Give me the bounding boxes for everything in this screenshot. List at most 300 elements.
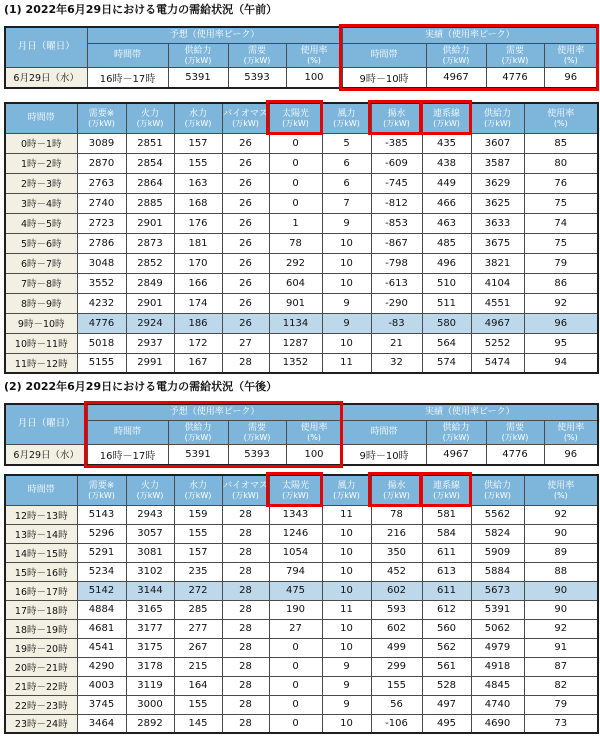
- hourly-row: [5, 153, 598, 173]
- hourly-value-cell: 7: [322, 193, 371, 213]
- hourly-time-cell: 20時－21時: [5, 657, 77, 676]
- hourly-value-cell: 580: [422, 313, 471, 333]
- hourly-row: [5, 505, 598, 524]
- hourly-value-cell: 1343: [269, 505, 322, 524]
- hourly-col-header: 水力 (万kW): [174, 103, 222, 133]
- hourly-row: [5, 676, 598, 695]
- hourly-value-cell: 26: [222, 273, 269, 293]
- hourly-value-cell: 56: [371, 695, 422, 714]
- hourly-value-cell: 172: [174, 333, 222, 353]
- hourly-value-cell: 4967: [471, 313, 524, 333]
- hourly-value-cell: 26: [222, 233, 269, 253]
- hourly-time-cell: 9時－10時: [5, 313, 77, 333]
- summary-forecast-value: 100: [286, 67, 342, 88]
- hourly-value-cell: 157: [174, 133, 222, 153]
- hourly-value-cell: 3675: [471, 233, 524, 253]
- hourly-value-cell: 0: [269, 714, 322, 733]
- col-unit: (%): [307, 55, 321, 65]
- hourly-value-cell: 28: [222, 581, 269, 600]
- hourly-value-cell: 4884: [77, 600, 126, 619]
- hourly-value-cell: 0: [269, 695, 322, 714]
- hourly-value-cell: 26: [222, 313, 269, 333]
- hourly-value-cell: 27: [269, 619, 322, 638]
- summary-forecast-value: 5393: [228, 444, 286, 465]
- hourly-col-header: バイオマス (万kW): [222, 103, 269, 133]
- summary-sub-header: 供給力 (万kW): [168, 43, 228, 67]
- hourly-value-cell: 5562: [471, 505, 524, 524]
- hourly-value-cell: 581: [422, 505, 471, 524]
- hourly-value-cell: 88: [524, 562, 598, 581]
- hourly-value-cell: 10: [322, 333, 371, 353]
- col-unit: (万kW): [243, 55, 271, 65]
- hourly-value-cell: 90: [524, 600, 598, 619]
- hourly-value-cell: 26: [222, 153, 269, 173]
- hourly-value-cell: 466: [422, 193, 471, 213]
- hourly-value-cell: 4681: [77, 619, 126, 638]
- hourly-time-cell: 12時－13時: [5, 505, 77, 524]
- hourly-value-cell: 164: [174, 676, 222, 695]
- hourly-value-cell: 157: [174, 543, 222, 562]
- hourly-value-cell: 10: [322, 233, 371, 253]
- hourly-value-cell: -867: [371, 233, 422, 253]
- hourly-row: [5, 333, 598, 353]
- hourly-value-cell: 78: [269, 233, 322, 253]
- hourly-value-cell: 3629: [471, 173, 524, 193]
- hourly-value-cell: 28: [222, 676, 269, 695]
- hourly-value-cell: 299: [371, 657, 422, 676]
- hourly-value-cell: 11: [322, 353, 371, 373]
- summary-sub-header: 需要 (万kW): [486, 420, 544, 444]
- hourly-value-cell: 3144: [126, 581, 174, 600]
- hourly-value-cell: 449: [422, 173, 471, 193]
- section-title-morning: (1) 2022年6月29日における電力の需給状況（午前）: [4, 3, 278, 16]
- hourly-table-wrap-morning: [4, 102, 597, 374]
- hourly-value-cell: 2885: [126, 193, 174, 213]
- hourly-time-cell: 15時－16時: [5, 562, 77, 581]
- hourly-value-cell: 75: [524, 233, 598, 253]
- hourly-value-cell: 26: [222, 293, 269, 313]
- hourly-value-cell: 28: [222, 505, 269, 524]
- hourly-value-cell: 155: [174, 695, 222, 714]
- hourly-value-cell: 3048: [77, 253, 126, 273]
- hourly-value-cell: 1352: [269, 353, 322, 373]
- hourly-col-header: 連系線 (万kW): [422, 103, 471, 133]
- hourly-value-cell: 28: [222, 562, 269, 581]
- hourly-row: [5, 173, 598, 193]
- hourly-time-cell: 17時－18時: [5, 600, 77, 619]
- hourly-value-cell: 26: [222, 173, 269, 193]
- spacer: [4, 466, 597, 474]
- hourly-value-cell: 3177: [126, 619, 174, 638]
- hourly-value-cell: 0: [269, 638, 322, 657]
- hourly-value-cell: 6: [322, 173, 371, 193]
- col-unit: (万kW): [501, 55, 529, 65]
- hourly-value-cell: 2763: [77, 173, 126, 193]
- col-unit: (%): [563, 432, 578, 442]
- hourly-value-cell: 74: [524, 213, 598, 233]
- hourly-row: [5, 638, 598, 657]
- hourly-value-cell: 613: [422, 562, 471, 581]
- hourly-value-cell: 1287: [269, 333, 322, 353]
- hourly-value-cell: 560: [422, 619, 471, 638]
- hourly-row: [5, 293, 598, 313]
- hourly-value-cell: 4551: [471, 293, 524, 313]
- hourly-row: [5, 543, 598, 562]
- hourly-value-cell: 0: [269, 153, 322, 173]
- hourly-row: [5, 619, 598, 638]
- hourly-value-cell: 5296: [77, 524, 126, 543]
- hourly-value-cell: 602: [371, 619, 422, 638]
- hourly-time-cell: 3時－4時: [5, 193, 77, 213]
- hourly-value-cell: 170: [174, 253, 222, 273]
- col-unit: (万kW): [282, 118, 309, 128]
- hourly-value-cell: 611: [422, 581, 471, 600]
- hourly-value-cell: 145: [174, 714, 222, 733]
- hourly-value-cell: 5143: [77, 505, 126, 524]
- hourly-row: [5, 524, 598, 543]
- hourly-value-cell: 82: [524, 676, 598, 695]
- hourly-value-cell: 26: [222, 253, 269, 273]
- hourly-time-cell: 14時－15時: [5, 543, 77, 562]
- hourly-value-cell: 4918: [471, 657, 524, 676]
- col-unit: (万kW): [383, 118, 410, 128]
- summary-sub-header: 使用率 (%): [544, 43, 598, 67]
- col-unit: (%): [307, 432, 321, 442]
- hourly-value-cell: -609: [371, 153, 422, 173]
- summary-actual-value: 9時－10時: [342, 444, 426, 465]
- hourly-value-cell: 11: [322, 505, 371, 524]
- hourly-value-cell: 593: [371, 600, 422, 619]
- hourly-table-afternoon: [4, 474, 599, 734]
- hourly-value-cell: 3102: [126, 562, 174, 581]
- hourly-value-cell: 1246: [269, 524, 322, 543]
- summary-corner-header: 月日（曜日）: [5, 27, 87, 67]
- col-unit: (万kW): [88, 118, 115, 128]
- hourly-time-cell: 1時－2時: [5, 153, 77, 173]
- col-unit: (万kW): [442, 432, 470, 442]
- hourly-col-header: 揚水 (万kW): [371, 103, 422, 133]
- hourly-value-cell: 3745: [77, 695, 126, 714]
- summary-actual-value: 96: [544, 67, 598, 88]
- hourly-value-cell: 155: [174, 524, 222, 543]
- hourly-value-cell: 3821: [471, 253, 524, 273]
- hourly-value-cell: 9: [322, 657, 371, 676]
- hourly-col-header: 火力 (万kW): [126, 475, 174, 505]
- hourly-value-cell: 463: [422, 213, 471, 233]
- hourly-value-cell: 166: [174, 273, 222, 293]
- hourly-value-cell: 2740: [77, 193, 126, 213]
- hourly-value-cell: 11: [322, 600, 371, 619]
- hourly-value-cell: 564: [422, 333, 471, 353]
- hourly-row: [5, 562, 598, 581]
- hourly-time-cell: 22時－23時: [5, 695, 77, 714]
- hourly-value-cell: 435: [422, 133, 471, 153]
- hourly-time-cell: 23時－24時: [5, 714, 77, 733]
- hourly-value-cell: 10: [322, 273, 371, 293]
- hourly-value-cell: 95: [524, 333, 598, 353]
- hourly-value-cell: 27: [222, 333, 269, 353]
- hourly-value-cell: 794: [269, 562, 322, 581]
- hourly-col-header: 供給力 (万kW): [471, 103, 524, 133]
- hourly-col-header: 水力 (万kW): [174, 475, 222, 505]
- hourly-value-cell: 2892: [126, 714, 174, 733]
- hourly-value-cell: 901: [269, 293, 322, 313]
- summary-actual-value: 4776: [486, 444, 544, 465]
- summary-forecast-value: 16時－17時: [87, 67, 168, 88]
- hourly-time-cell: 0時－1時: [5, 133, 77, 153]
- col-unit: (万kW): [184, 490, 212, 500]
- hourly-value-cell: 96: [524, 313, 598, 333]
- hourly-value-cell: 190: [269, 600, 322, 619]
- hourly-value-cell: 5391: [471, 600, 524, 619]
- hourly-value-cell: 168: [174, 193, 222, 213]
- summary-table-afternoon: [4, 403, 599, 466]
- col-unit: (万kW): [433, 490, 460, 500]
- summary-sub-header: 使用率 (%): [544, 420, 598, 444]
- hourly-value-cell: 28: [222, 353, 269, 373]
- hourly-value-cell: 3057: [126, 524, 174, 543]
- hourly-value-cell: -106: [371, 714, 422, 733]
- hourly-value-cell: 2786: [77, 233, 126, 253]
- hourly-value-cell: 90: [524, 581, 598, 600]
- hourly-value-cell: 9: [322, 695, 371, 714]
- hourly-value-cell: 0: [269, 173, 322, 193]
- summary-actual-value: 4967: [426, 67, 486, 88]
- summary-actual-value: 9時－10時: [342, 67, 426, 88]
- hourly-value-cell: 3587: [471, 153, 524, 173]
- hourly-value-cell: -385: [371, 133, 422, 153]
- hourly-value-cell: 510: [422, 273, 471, 293]
- hourly-value-cell: 4740: [471, 695, 524, 714]
- hourly-value-cell: -853: [371, 213, 422, 233]
- summary-sub-header: 供給力 (万kW): [168, 420, 228, 444]
- hourly-value-cell: 562: [422, 638, 471, 657]
- hourly-value-cell: 277: [174, 619, 222, 638]
- col-unit: (%): [563, 55, 578, 65]
- summary-sub-header: 需要 (万kW): [228, 420, 286, 444]
- col-unit: (万kW): [333, 118, 360, 128]
- hourly-value-cell: 28: [222, 524, 269, 543]
- hourly-value-cell: 2849: [126, 273, 174, 293]
- hourly-value-cell: 2852: [126, 253, 174, 273]
- hourly-value-cell: 612: [422, 600, 471, 619]
- hourly-value-cell: 499: [371, 638, 422, 657]
- hourly-value-cell: 5909: [471, 543, 524, 562]
- summary-sub-header: 時間帯: [87, 420, 168, 444]
- summary-table-wrap-morning: [4, 26, 597, 89]
- col-unit: (万kW): [501, 432, 529, 442]
- hourly-table-morning: [4, 102, 599, 374]
- hourly-row: [5, 273, 598, 293]
- hourly-value-cell: 495: [422, 714, 471, 733]
- hourly-value-cell: 75: [524, 193, 598, 213]
- col-unit: (%): [553, 490, 568, 500]
- hourly-table-wrap-afternoon: [4, 474, 597, 734]
- hourly-value-cell: 9: [322, 676, 371, 695]
- hourly-value-cell: 574: [422, 353, 471, 373]
- hourly-value-cell: 3089: [77, 133, 126, 153]
- hourly-value-cell: 5155: [77, 353, 126, 373]
- hourly-col-header: 太陽光 (万kW): [269, 103, 322, 133]
- hourly-time-cell: 4時－5時: [5, 213, 77, 233]
- hourly-value-cell: 167: [174, 353, 222, 373]
- hourly-value-cell: 5474: [471, 353, 524, 373]
- hourly-value-cell: 4979: [471, 638, 524, 657]
- hourly-value-cell: 2924: [126, 313, 174, 333]
- hourly-value-cell: 452: [371, 562, 422, 581]
- hourly-value-cell: 4003: [77, 676, 126, 695]
- hourly-col-header: 火力 (万kW): [126, 103, 174, 133]
- col-unit: (万kW): [184, 432, 212, 442]
- summary-sub-header: 時間帯: [342, 43, 426, 67]
- hourly-value-cell: 1134: [269, 313, 322, 333]
- hourly-value-cell: -745: [371, 173, 422, 193]
- summary-table-wrap-afternoon: [4, 403, 597, 466]
- hourly-value-cell: 0: [269, 133, 322, 153]
- hourly-value-cell: 28: [222, 543, 269, 562]
- hourly-value-cell: 2901: [126, 213, 174, 233]
- hourly-value-cell: 5252: [471, 333, 524, 353]
- hourly-value-cell: 235: [174, 562, 222, 581]
- hourly-value-cell: 3633: [471, 213, 524, 233]
- hourly-value-cell: 3464: [77, 714, 126, 733]
- hourly-value-cell: 85: [524, 133, 598, 153]
- hourly-value-cell: 4290: [77, 657, 126, 676]
- hourly-value-cell: 292: [269, 253, 322, 273]
- hourly-value-cell: 5234: [77, 562, 126, 581]
- hourly-time-cell: 16時－17時: [5, 581, 77, 600]
- hourly-value-cell: 28: [222, 695, 269, 714]
- summary-date-cell: 6月29日（水）: [5, 67, 87, 88]
- hourly-time-cell: 5時－6時: [5, 233, 77, 253]
- hourly-value-cell: 4541: [77, 638, 126, 657]
- hourly-time-cell: 13時－14時: [5, 524, 77, 543]
- hourly-value-cell: 438: [422, 153, 471, 173]
- hourly-value-cell: 2870: [77, 153, 126, 173]
- hourly-value-cell: 3178: [126, 657, 174, 676]
- hourly-value-cell: 267: [174, 638, 222, 657]
- hourly-time-cell: 21時－22時: [5, 676, 77, 695]
- col-unit: (万kW): [232, 118, 259, 128]
- hourly-value-cell: 163: [174, 173, 222, 193]
- hourly-row: [5, 213, 598, 233]
- hourly-col-header: 風力 (万kW): [322, 103, 371, 133]
- hourly-value-cell: 10: [322, 619, 371, 638]
- summary-forecast-value: 5393: [228, 67, 286, 88]
- col-unit: (万kW): [232, 490, 259, 500]
- hourly-value-cell: 181: [174, 233, 222, 253]
- summary-forecast-value: 5391: [168, 444, 228, 465]
- summary-sub-header: 使用率 (%): [286, 420, 342, 444]
- hourly-row: [5, 600, 598, 619]
- hourly-value-cell: 511: [422, 293, 471, 313]
- hourly-value-cell: 92: [524, 619, 598, 638]
- hourly-value-cell: 2873: [126, 233, 174, 253]
- hourly-col-header: 需要※ (万kW): [77, 475, 126, 505]
- hourly-value-cell: 5018: [77, 333, 126, 353]
- hourly-value-cell: 76: [524, 173, 598, 193]
- hourly-value-cell: 285: [174, 600, 222, 619]
- hourly-value-cell: 5673: [471, 581, 524, 600]
- hourly-value-cell: 176: [174, 213, 222, 233]
- hourly-value-cell: -613: [371, 273, 422, 293]
- hourly-value-cell: 79: [524, 695, 598, 714]
- hourly-value-cell: 3175: [126, 638, 174, 657]
- col-unit: (万kW): [442, 55, 470, 65]
- summary-sub-header: 使用率 (%): [286, 43, 342, 67]
- hourly-value-cell: 28: [222, 638, 269, 657]
- hourly-value-cell: 215: [174, 657, 222, 676]
- hourly-value-cell: 3625: [471, 193, 524, 213]
- hourly-value-cell: 87: [524, 657, 598, 676]
- hourly-row: [5, 253, 598, 273]
- section-title-afternoon: (2) 2022年6月29日における電力の需給状況（午後）: [4, 380, 278, 393]
- hourly-col-header: 揚水 (万kW): [371, 475, 422, 505]
- hourly-row: [5, 657, 598, 676]
- hourly-value-cell: 0: [269, 193, 322, 213]
- hourly-value-cell: 10: [322, 543, 371, 562]
- hourly-value-cell: 92: [524, 293, 598, 313]
- hourly-col-header: 供給力 (万kW): [471, 475, 524, 505]
- summary-sub-header: 時間帯: [87, 43, 168, 67]
- hourly-value-cell: 5142: [77, 581, 126, 600]
- summary-table-morning: [4, 26, 599, 89]
- hourly-value-cell: -812: [371, 193, 422, 213]
- hourly-value-cell: 0: [269, 676, 322, 695]
- hourly-row: [5, 581, 598, 600]
- hourly-value-cell: 5062: [471, 619, 524, 638]
- hourly-time-cell: 7時－8時: [5, 273, 77, 293]
- hourly-value-cell: 32: [371, 353, 422, 373]
- hourly-row: [5, 353, 598, 373]
- hourly-value-cell: 4690: [471, 714, 524, 733]
- hourly-value-cell: 1054: [269, 543, 322, 562]
- hourly-time-cell: 2時－3時: [5, 173, 77, 193]
- summary-sub-header: 需要 (万kW): [228, 43, 286, 67]
- hourly-value-cell: 5: [322, 133, 371, 153]
- hourly-value-cell: 485: [422, 233, 471, 253]
- hourly-value-cell: 94: [524, 353, 598, 373]
- hourly-value-cell: 3081: [126, 543, 174, 562]
- col-unit: (万kW): [184, 118, 212, 128]
- col-unit: (万kW): [88, 490, 115, 500]
- summary-group-header-actual: 実績（使用率ピーク）: [342, 404, 598, 420]
- summary-actual-value: 4967: [426, 444, 486, 465]
- hourly-value-cell: 26: [222, 193, 269, 213]
- hourly-row: [5, 695, 598, 714]
- hourly-value-cell: 1: [269, 213, 322, 233]
- hourly-value-cell: 26: [222, 213, 269, 233]
- hourly-time-cell: 8時－9時: [5, 293, 77, 313]
- summary-group-header-forecast: 予想（使用率ピーク）: [87, 404, 342, 420]
- hourly-value-cell: 89: [524, 543, 598, 562]
- hourly-col-header: 使用率 (%): [524, 103, 598, 133]
- hourly-value-cell: 91: [524, 638, 598, 657]
- hourly-value-cell: 10: [322, 714, 371, 733]
- col-unit: (万kW): [484, 118, 511, 128]
- hourly-row: [5, 714, 598, 733]
- hourly-value-cell: 10: [322, 562, 371, 581]
- col-unit: (万kW): [184, 55, 212, 65]
- hourly-time-cell: 6時－7時: [5, 253, 77, 273]
- hourly-value-cell: 6: [322, 153, 371, 173]
- summary-sub-header: 供給力 (万kW): [426, 43, 486, 67]
- hourly-value-cell: 602: [371, 581, 422, 600]
- hourly-value-cell: 4104: [471, 273, 524, 293]
- hourly-col-header: バイオマス (万kW): [222, 475, 269, 505]
- summary-forecast-value: 100: [286, 444, 342, 465]
- hourly-value-cell: 216: [371, 524, 422, 543]
